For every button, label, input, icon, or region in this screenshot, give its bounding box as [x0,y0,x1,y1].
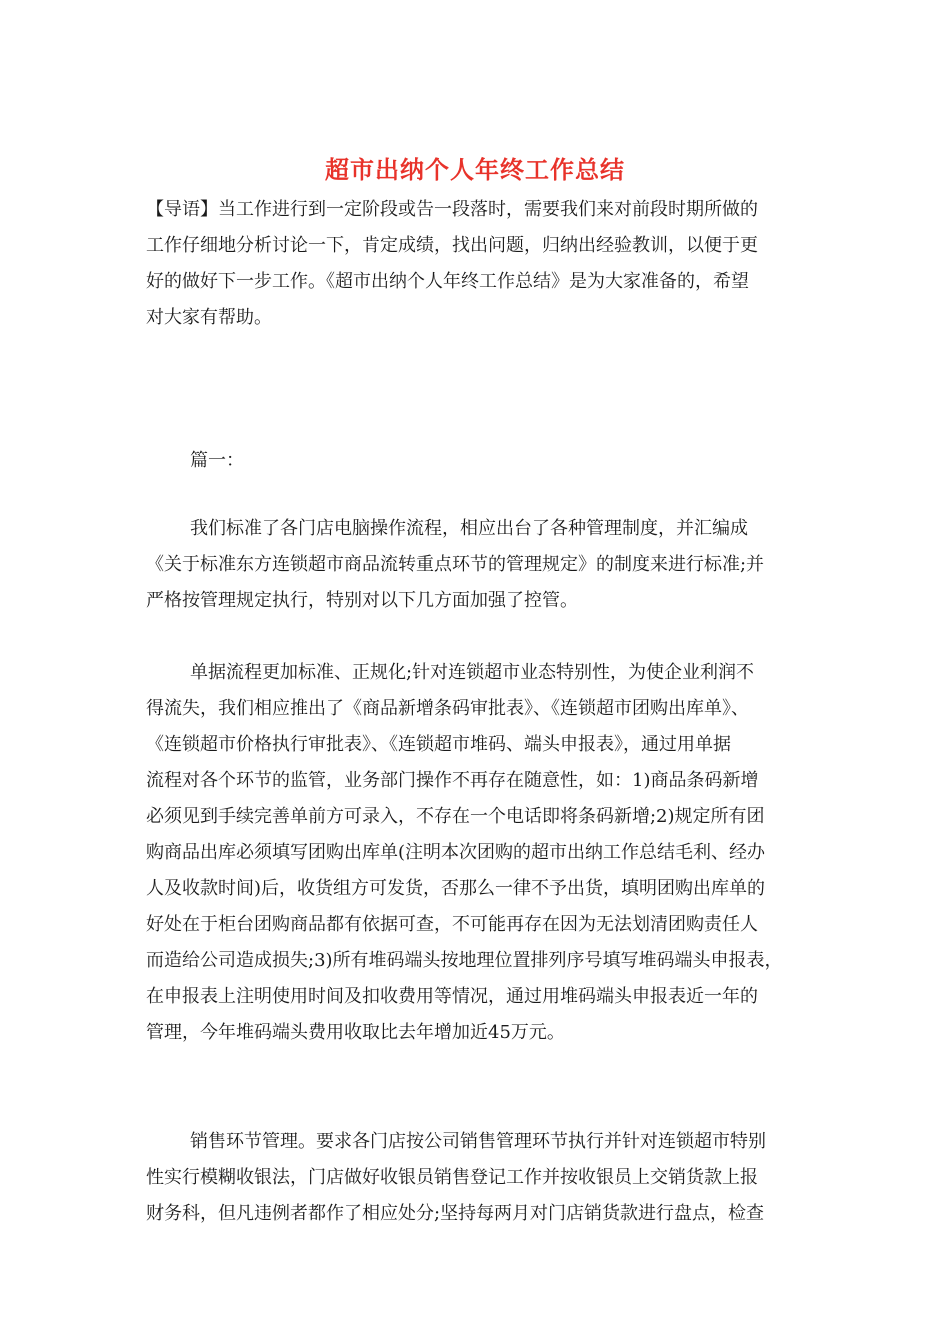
section-heading-text: 篇一： [190,450,244,471]
text-line: 流程对各个环节的监管，业务部门操作不再存在随意性，如：1)商品条码新增 [146,770,759,791]
text-line: 好的做好下一步工作。《超市出纳个人年终工作总结》是为大家准备的，希望 [146,271,749,292]
intro-paragraph [146,192,811,336]
text-line: 在申报表上注明使用时间及扣收费用等情况，通过用堆码端头申报表近一年的 [146,986,758,1007]
text-line: 得流失，我们相应推出了《商品新增条码审批表》、《连锁超市团购出库单》、 [146,698,749,719]
text-line: 管理，今年堆码端头费用收取比去年增加近45万元。 [146,1022,565,1043]
section-heading [146,443,811,479]
text-line: 财务科，但凡违例者都作了相应处分;坚持每两月对门店销货款进行盘点，检查 [146,1203,765,1224]
text-line: 《关于标准东方连锁超市商品流转重点环节的管理规定》的制度来进行标准;并 [146,554,765,575]
text-line: 而造给公司造成损失;3)所有堆码端头按地理位置排列序号填写堆码端头申报表， [146,950,783,971]
paragraph-1 [146,511,811,619]
document-title: 超市出纳个人年终工作总结 [325,155,625,184]
text-line: 对大家有帮助。 [146,307,272,328]
text-line: 销售环节管理。要求各门店按公司销售管理环节执行并针对连锁超市特别 [190,1131,766,1152]
text-line: 【导语】当工作进行到一定阶段或告一段落时，需要我们来对前段时期所做的 [146,199,758,220]
text-line: 《连锁超市价格执行审批表》、《连锁超市堆码、端头申报表》，通过用单据 [146,734,731,755]
paragraph-3 [146,1124,811,1232]
text-line: 好处在于柜台团购商品都有依据可查，不可能再存在因为无法划清团购责任人 [146,914,758,935]
text-line: 人及收款时间)后，收货组方可发货，否那么一律不予出货，填明团购出库单的 [146,878,766,899]
text-line: 性实行模糊收银法，门店做好收银员销售登记工作并按收银员上交销货款上报 [146,1167,758,1188]
text-line: 必须见到手续完善单前方可录入，不存在一个电话即将条码新增;2)规定所有团 [146,806,765,827]
text-line: 工作仔细地分析讨论一下，肯定成绩，找出问题，归纳出经验教训，以便于更 [146,235,758,256]
paragraph-2 [146,655,811,1051]
text-line: 单据流程更加标准、正规化;针对连锁超市业态特别性，为使企业利润不 [190,662,755,683]
text-line: 严格按管理规定执行，特别对以下几方面加强了控管。 [146,590,578,611]
text-line: 我们标准了各门店电脑操作流程，相应出台了各种管理制度，并汇编成 [190,518,748,539]
text-line: 购商品出库必须填写团购出库单(注明本次团购的超市出纳工作总结毛利、经办 [146,842,766,863]
